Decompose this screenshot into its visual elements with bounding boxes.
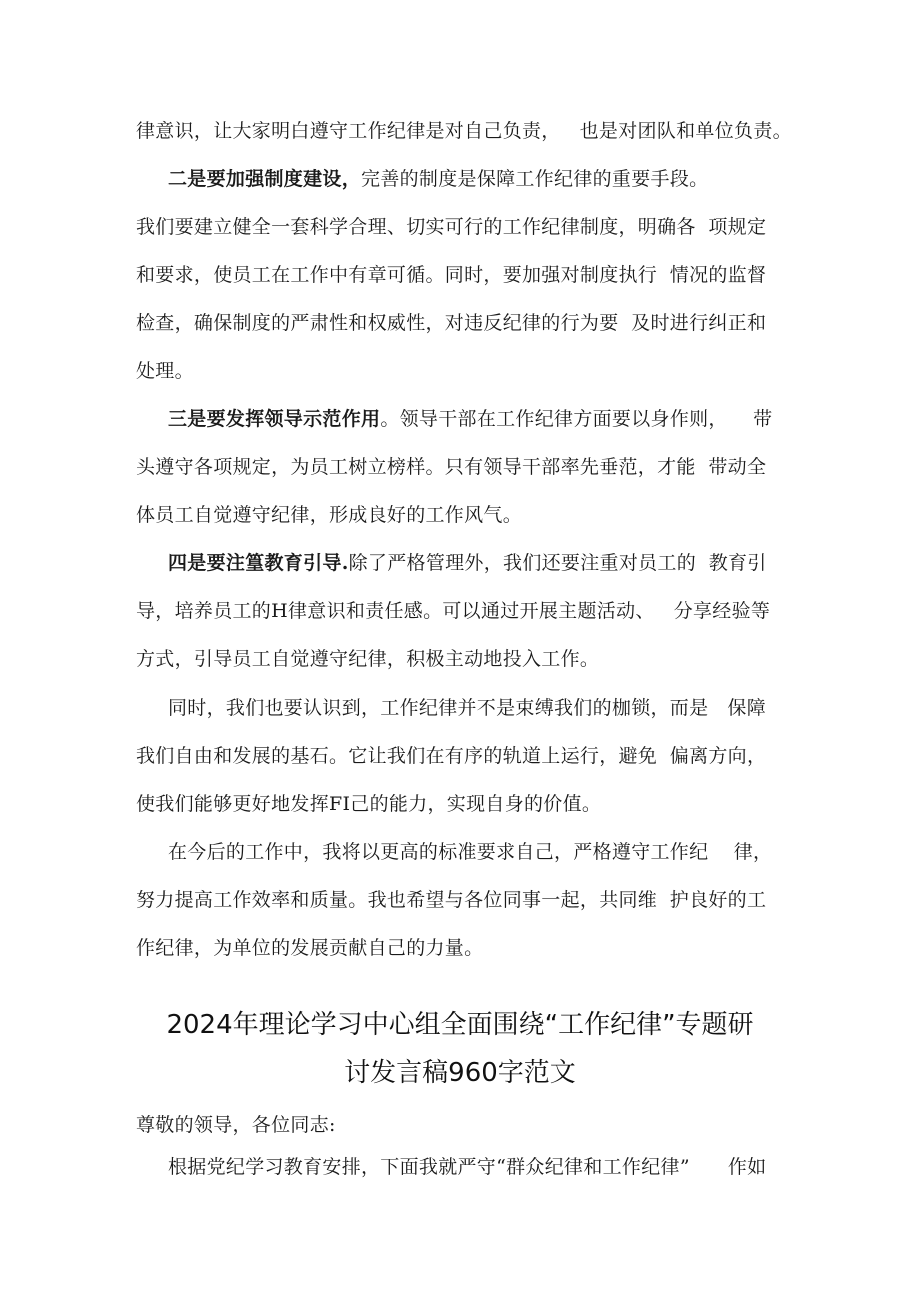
paragraph-6-line-2: 努力提高工作效率和质量。我也希望与各位同事一起，共同维 护良好的工 [136, 889, 767, 911]
paragraph-2-lead: 二是要加强制度建设， [168, 168, 362, 190]
paragraph-2-line-4: 检查，确保制度的严肃性和权威性，对违反纪律的行为要 及时进行纠正和 [136, 312, 767, 334]
paragraph-2-line-1 [168, 167, 708, 191]
paragraph-2-line-2: 我们要建立健全一套科学合理、切实可行的工作纪律制度，明确各 项规定 [136, 216, 767, 238]
paragraph-5-line-2: 我们自由和发展的基石。它让我们在有序的轨道上运行，避免 偏离方向， [136, 745, 767, 767]
paragraph-5-line-3: 使我们能够更好地发挥FI己的能力，实现自身的价值。 [136, 793, 602, 815]
paragraph-3-line-2: 头遵守各项规定，为员工树立榜样。只有领导干部率先垂范，才能 带动全 [136, 456, 767, 478]
article-title-line-1: 2024年理论学习中心组全面围绕“工作纪律”专题研 [166, 1010, 754, 1040]
paragraph-1-line-1: 律意识，让大家明白遵守工作纪律是对自己负责， 也是对团队和单位负责。 [136, 120, 792, 142]
article-title-line-2: 讨发言稿960字范文 [344, 1058, 576, 1088]
paragraph-3-line-1 [168, 407, 772, 431]
paragraph-2-line-1-rest: 完善的制度是保障工作纪律的重要手段。 [361, 168, 709, 190]
paragraph-4-line-1-rest: 除了严格管理外，我们还要注重对员工的 教育引 [348, 552, 767, 574]
paragraph-6-line-3: 作纪律，为单位的发展贡献自己的力量。 [136, 937, 484, 959]
paragraph-5-line-1: 同时，我们也要认识到，工作纪律并不是束缚我们的枷锁，而是 保障 [168, 697, 767, 719]
paragraph-4-line-3: 方式，引导员工自觉遵守纪律，积极主动地投入工作。 [136, 648, 600, 670]
salutation: 尊敬的领导，各位同志: [136, 1114, 336, 1136]
paragraph-6-line-1: 在今后的工作中，我将以更高的标准要求自己，严格遵守工作纪 律， [168, 841, 773, 863]
paragraph-7-line-1: 根据党纪学习教育安排，下面我就严守“群众纪律和工作纪律” 作如 [168, 1156, 767, 1178]
paragraph-3-lead: 三是要发挥领导示范作用 [168, 408, 381, 430]
paragraph-2-line-3: 和要求，使员工在工作中有章可循。同时，要加强对制度执行 情况的监督 [136, 264, 767, 286]
paragraph-4-lead: 四是要注篁教育引导. [168, 552, 349, 574]
paragraph-2-line-5: 处理。 [136, 360, 194, 382]
paragraph-4-line-2: 导，培养员工的H律意识和责任感。可以通过开展主题活动、 分享经验等 [136, 600, 771, 622]
paragraph-3-line-3: 体员工自觉遵守纪律，形成良好的工作风气。 [136, 504, 523, 526]
paragraph-4-line-1 [168, 551, 767, 575]
paragraph-3-line-1-rest: 。领导干部在工作纪律方面要以身作则， 带 [380, 408, 773, 430]
